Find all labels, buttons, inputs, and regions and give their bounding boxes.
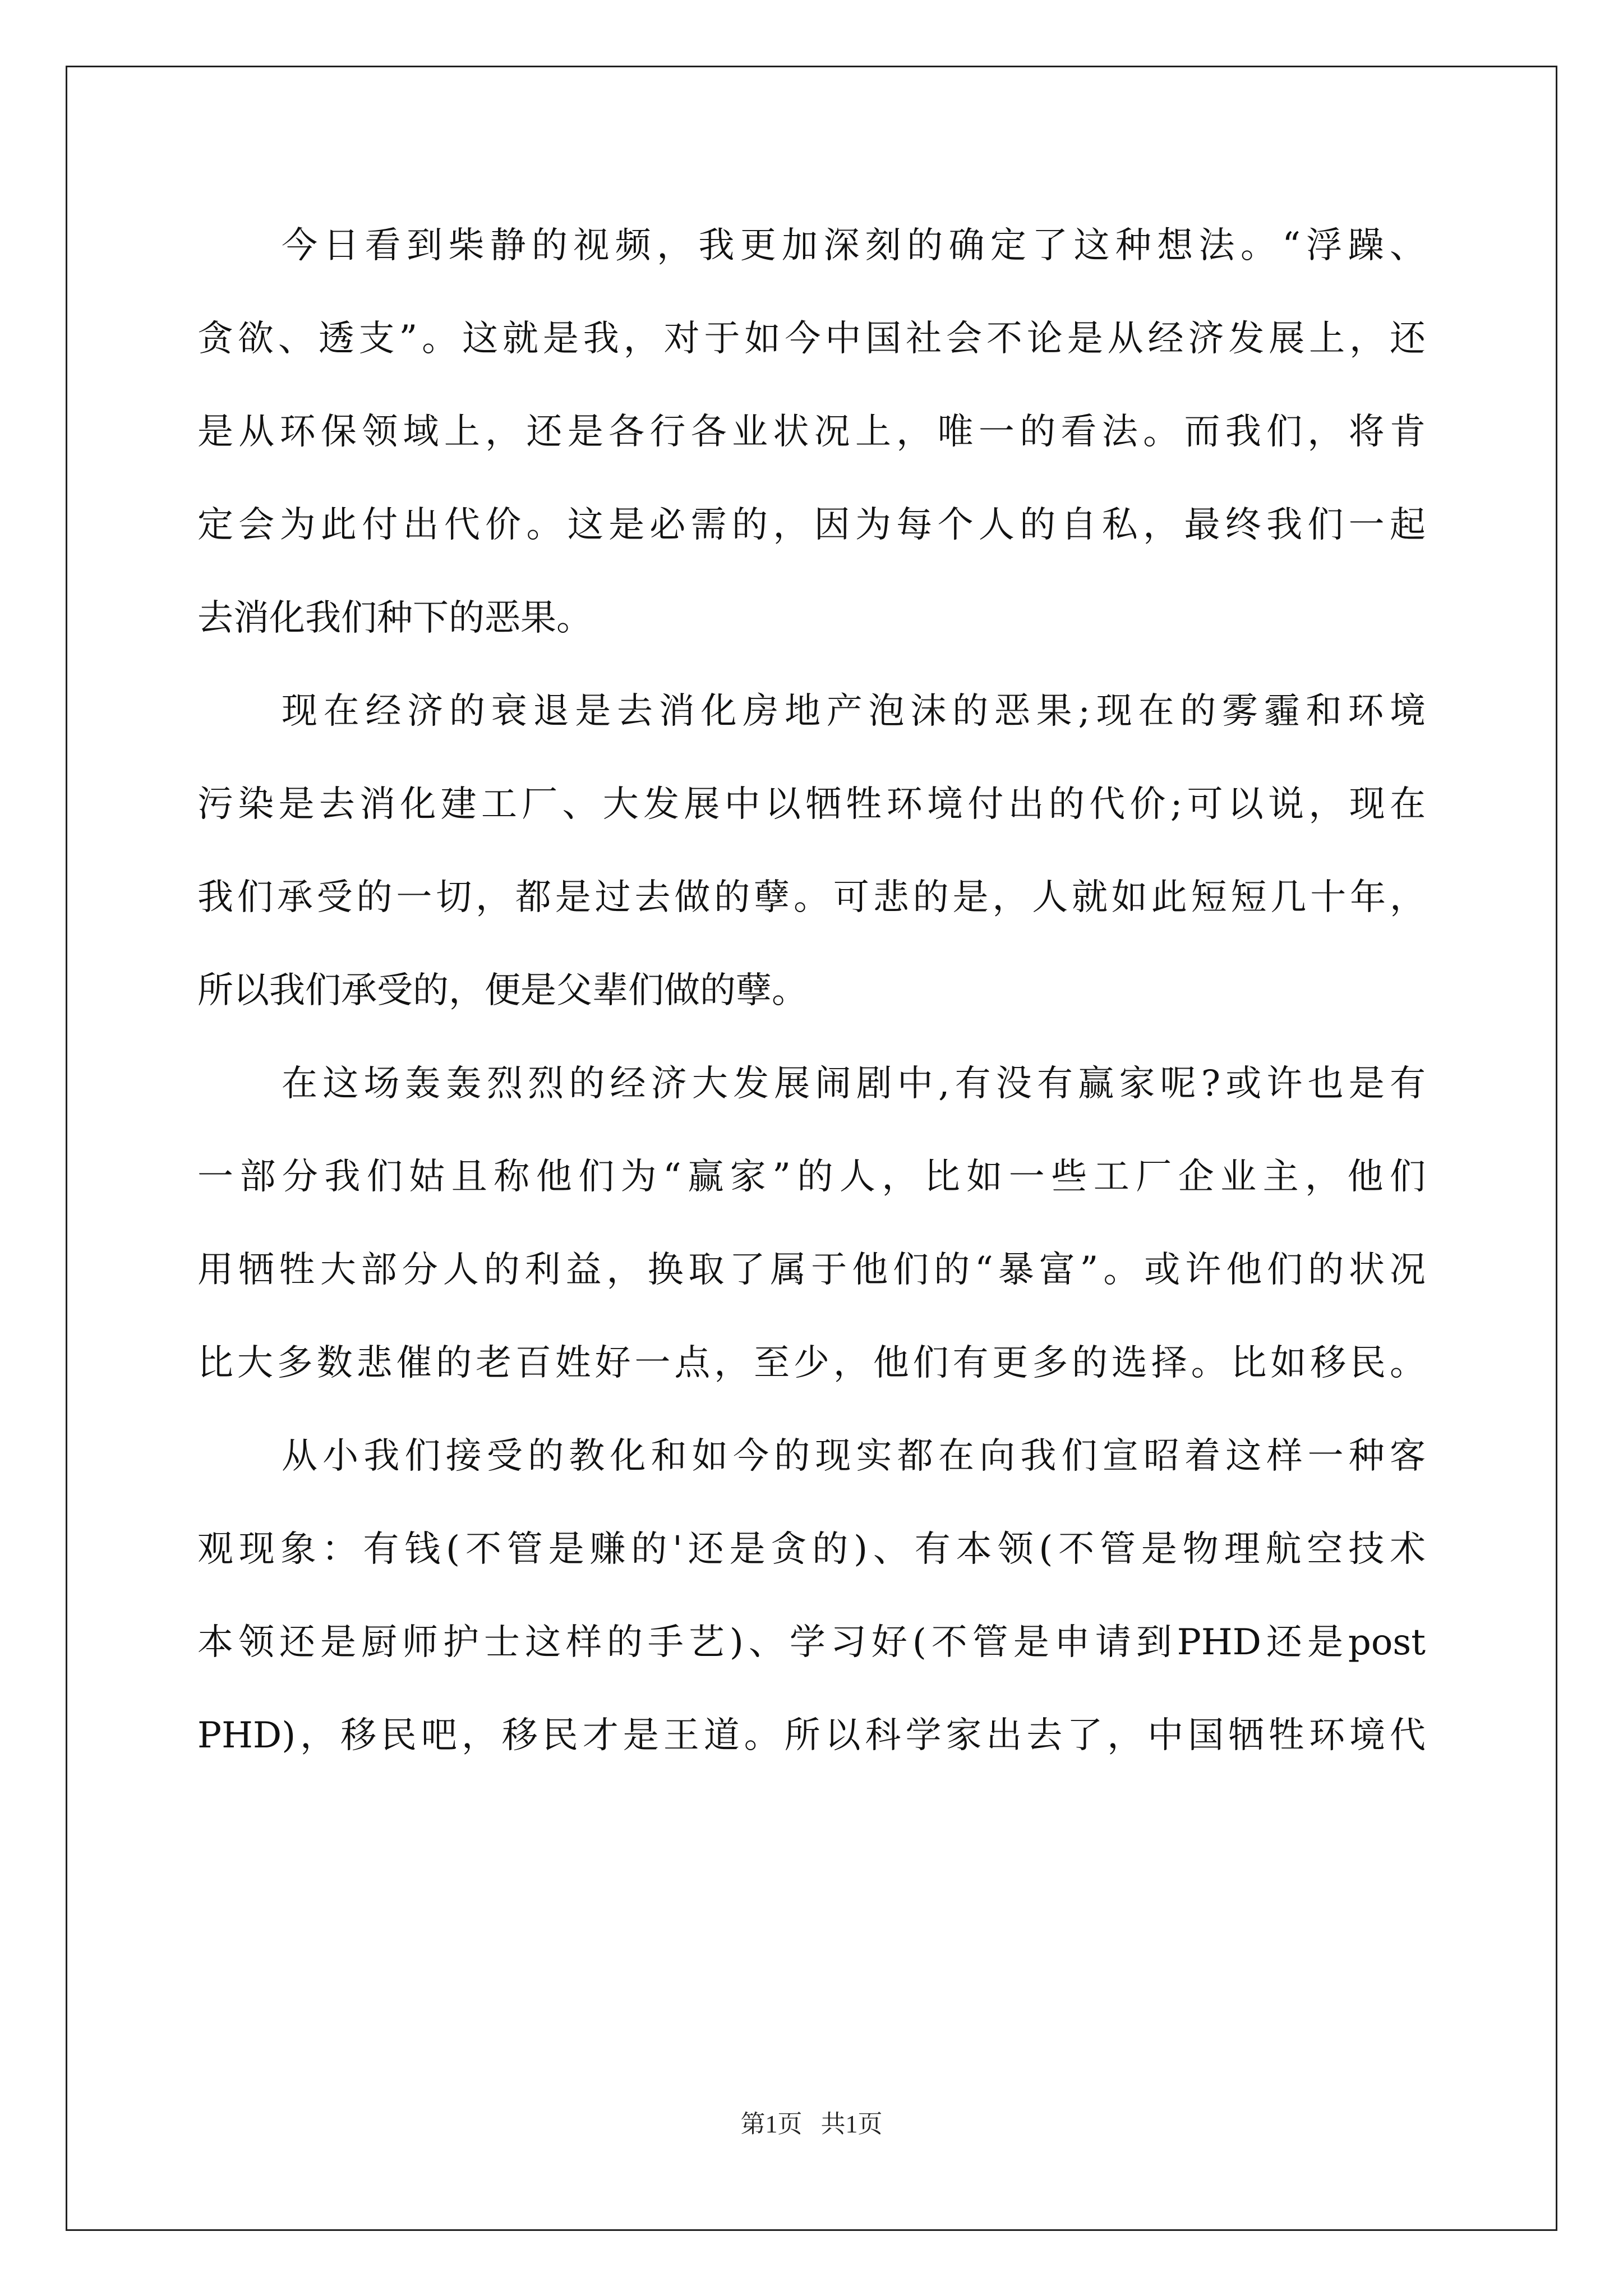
text-line: 今日看到柴静的视频，我更加深刻的确定了这种想法。“浮躁、: [282, 225, 1426, 266]
text-line: 在这场轰轰烈烈的经济大发展闹剧中,有没有赢家呢?或许也是有: [282, 1063, 1426, 1105]
text-line: 现在经济的衰退是去消化房地产泡沫的恶果;现在的雾霾和环境: [282, 691, 1426, 732]
paragraph-2: [197, 665, 1426, 1037]
text-line: 从小我们接受的教化和如今的现实都在向我们宣昭着这样一种客: [282, 1435, 1426, 1477]
paragraph-1: [197, 199, 1426, 665]
text-line: PHD)，移民吧，移民才是王道。所以科学家出去了，中国牺牲环境代: [197, 1715, 1426, 1756]
page-footer: 第1页 共1页: [740, 2110, 883, 2138]
text-line: 贪欲、透支”。这就是我，对于如今中国社会不论是从经济发展上，还: [197, 318, 1426, 360]
text-line: 是从环保领域上，还是各行各业状况上，唯一的看法。而我们，将肯: [197, 411, 1426, 453]
paragraph-3: [197, 1037, 1426, 1410]
text-line: 我们承受的一切，都是过去做的孽。可悲的是，人就如此短短几十年，: [197, 877, 1426, 918]
paragraph-4: [197, 1410, 1426, 1782]
text-line: 去消化我们种下的恶果。: [197, 597, 592, 639]
text-line: 用牺牲大部分人的利益，换取了属于他们的“暴富”。或许他们的状况: [197, 1249, 1426, 1291]
text-line: 本领还是厨师护士这样的手艺)、学习好(不管是申请到PHD还是post: [197, 1622, 1426, 1663]
document-body: [197, 199, 1426, 1782]
text-line: 定会为此付出代价。这是必需的，因为每个人的自私，最终我们一起: [197, 504, 1426, 546]
text-line: 所以我们承受的，便是父辈们做的孽。: [197, 970, 808, 1011]
text-line: 比大多数悲催的老百姓好一点，至少，他们有更多的选择。比如移民。: [197, 1342, 1426, 1384]
text-line: 观现象：有钱(不管是赚的'还是贪的)、有本领(不管是物理航空技术: [197, 1529, 1426, 1570]
text-line: 污染是去消化建工厂、大发展中以牺牲环境付出的代价;可以说，现在: [197, 784, 1426, 825]
text-line: 一部分我们姑且称他们为“赢家”的人，比如一些工厂企业主，他们: [197, 1156, 1426, 1198]
